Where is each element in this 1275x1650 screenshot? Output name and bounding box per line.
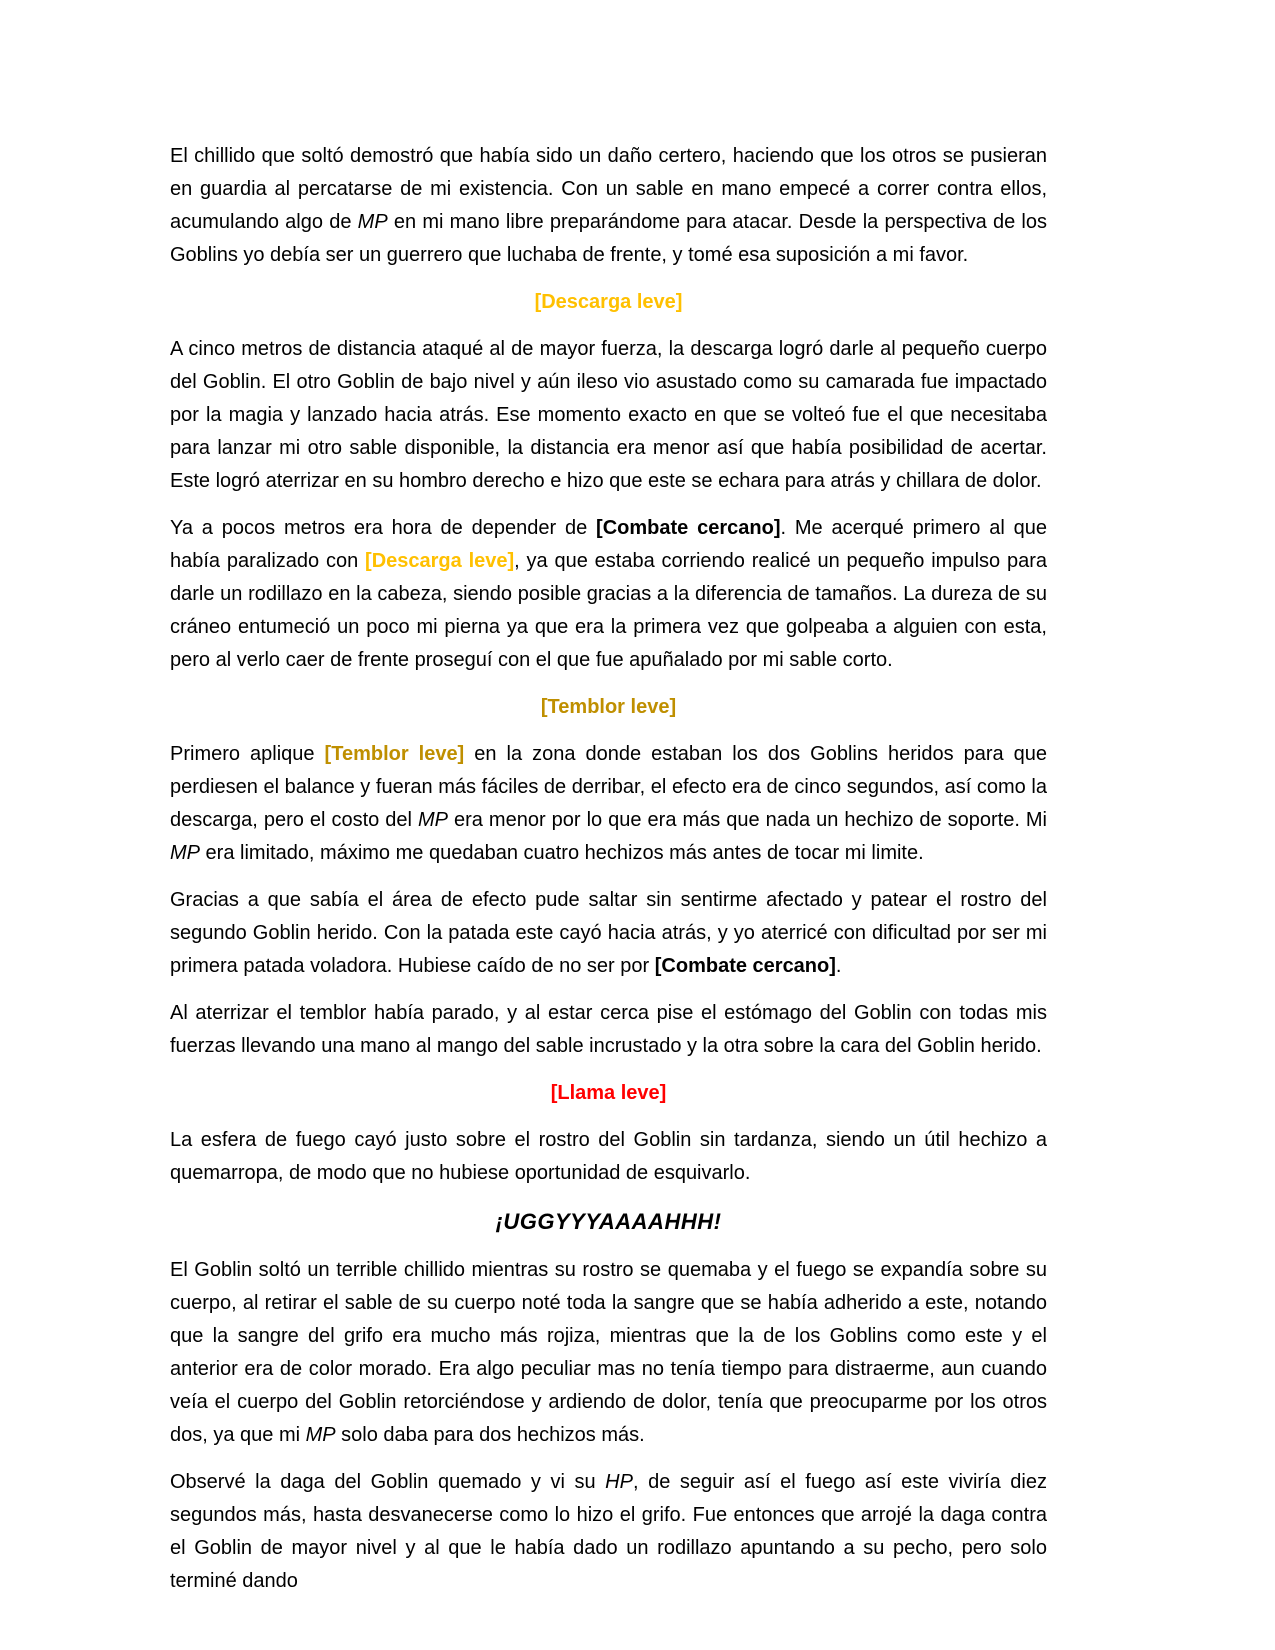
paragraph [170,333,1047,498]
heading [170,691,1047,724]
text-run: Gracias a que sabía el área de efecto pude saltar sin sentirme afectado y patear el rostro del segundo Goblin herido. Con la patada este cayó hacia atrás, y yo aterricé con dificultad por ser mi primera patada voladora. Hubiese caído de no ser por [170,889,1047,977]
text-run: [Temblor leve] [540,696,677,718]
paragraph [170,738,1047,870]
text-run: solo daba para dos hechizos más. [335,1424,645,1447]
heading [170,286,1047,319]
paragraph [170,512,1047,677]
text-run: en mi mano libre preparándome para atacar. Desde la perspectiva de los Goblins yo debía ser un guerrero que luchaba de frente, y tomé esa suposición a mi favor. [170,211,1047,266]
text-run: HP [605,1471,633,1494]
text-run: MP [418,809,448,831]
text-run: Observé la daga del Goblin quemado y vi su [170,1471,606,1494]
heading [170,1204,1047,1240]
text-run: La esfera de fuego cayó justo sobre el rostro del Goblin sin tardanza, siendo un útil hechizo a quemarropa, de modo que no hubiese oportunidad de esquivarlo. [170,1129,1047,1184]
text-run: [Llama leve] [550,1082,667,1104]
text-run: MP [305,1424,336,1447]
text-run: A cinco metros de distancia ataqué al de mayor fuerza, la descarga logró darle al pequeño cuerpo del Goblin. El otro Goblin de bajo nivel y aún ileso vio asustado como su camarada fue impactado por la magia y lanzado hacia atrás. Ese momento exacto en que se volteó fue el que necesitaba para lanzar mi otro sable disponible, la distancia era menor así que había posibilidad de acertar. Este logró aterrizar en su hombro derecho e hizo que este se echara para atrás y chillara de dolor. [170,338,1047,492]
paragraph [170,884,1047,983]
text-run: MP [357,211,388,233]
document-body [170,140,1047,1598]
text-run: El chillido que soltó demostró que había sido un daño certero, haciendo que los otros se pusieran en guardia al percatarse de mi existencia. Con un sable en mano empecé a correr contra ellos, acumulando algo de [170,145,1047,233]
text-run: [Descarga leve] [534,291,683,313]
text-run: El Goblin soltó un terrible chillido mientras su rostro se quemaba y el fuego se expandía sobre su cuerpo, al retirar el sable de su cuerpo noté toda la sangre que se había adherido a este, notando que la sangre del grifo era mucho más rojiza, mientras que la de los Goblins como este y el anterior era de color morado. Era algo peculiar mas no tenía tiempo para distraerme, aun cuando veía el cuerpo del Goblin retorciéndose y ardiendo de dolor, tenía que preocuparme por los otros dos, ya que mi [170,1259,1047,1447]
paragraph [170,140,1047,272]
text-run: era menor por lo que era más que nada un hechizo de soporte. Mi [448,809,1048,831]
text-run: ¡UGGYYYAAAAHHH! [495,1209,722,1234]
text-run: [Descarga leve] [365,550,515,572]
paragraph [170,1124,1047,1190]
text-run: [Temblor leve] [324,743,465,765]
heading [170,1077,1047,1110]
paragraph [170,1466,1047,1598]
text-run: [Combate cercano] [596,517,781,539]
text-run: Primero aplique [170,743,325,765]
text-run: Al aterrizar el temblor había parado, y al estar cerca pise el estómago del Goblin con todas mis fuerzas llevando una mano al mango del sable incrustado y la otra sobre la cara del Goblin herido. [170,1002,1047,1057]
text-run: , de seguir así el fuego así este viviría diez segundos más, hasta desvanecerse como lo hizo el grifo. Fue entonces que arrojé la daga contra el Goblin de mayor nivel y al que le había dado un rodillazo apuntando a su pecho, pero solo terminé dando [170,1471,1047,1593]
text-run: en la zona donde estaban los dos Goblins heridos para que perdiesen el balance y fueran más fáciles de derribar, el efecto era de cinco segundos, así como la descarga, pero el costo del [170,743,1048,831]
text-run: Ya a pocos metros era hora de depender de [170,517,597,539]
text-run: . [835,955,842,977]
paragraph [170,997,1047,1063]
text-run: era limitado, máximo me quedaban cuatro hechizos más antes de tocar mi limite. [200,842,924,864]
text-run: . Me acerqué primero al que había paralizado con [170,517,1047,572]
text-run: , ya que estaba corriendo realicé un pequeño impulso para darle un rodillazo en la cabeza, siendo posible gracias a la diferencia de tamaños. La dureza de su cráneo entumeció un poco mi pierna ya que era la primera vez que golpeaba a alguien con esta, pero al verlo caer de frente proseguí con el que fue apuñalado por mi sable corto. [170,550,1047,671]
text-run: MP [170,842,200,864]
paragraph [170,1254,1047,1452]
text-run: [Combate cercano] [654,955,836,977]
